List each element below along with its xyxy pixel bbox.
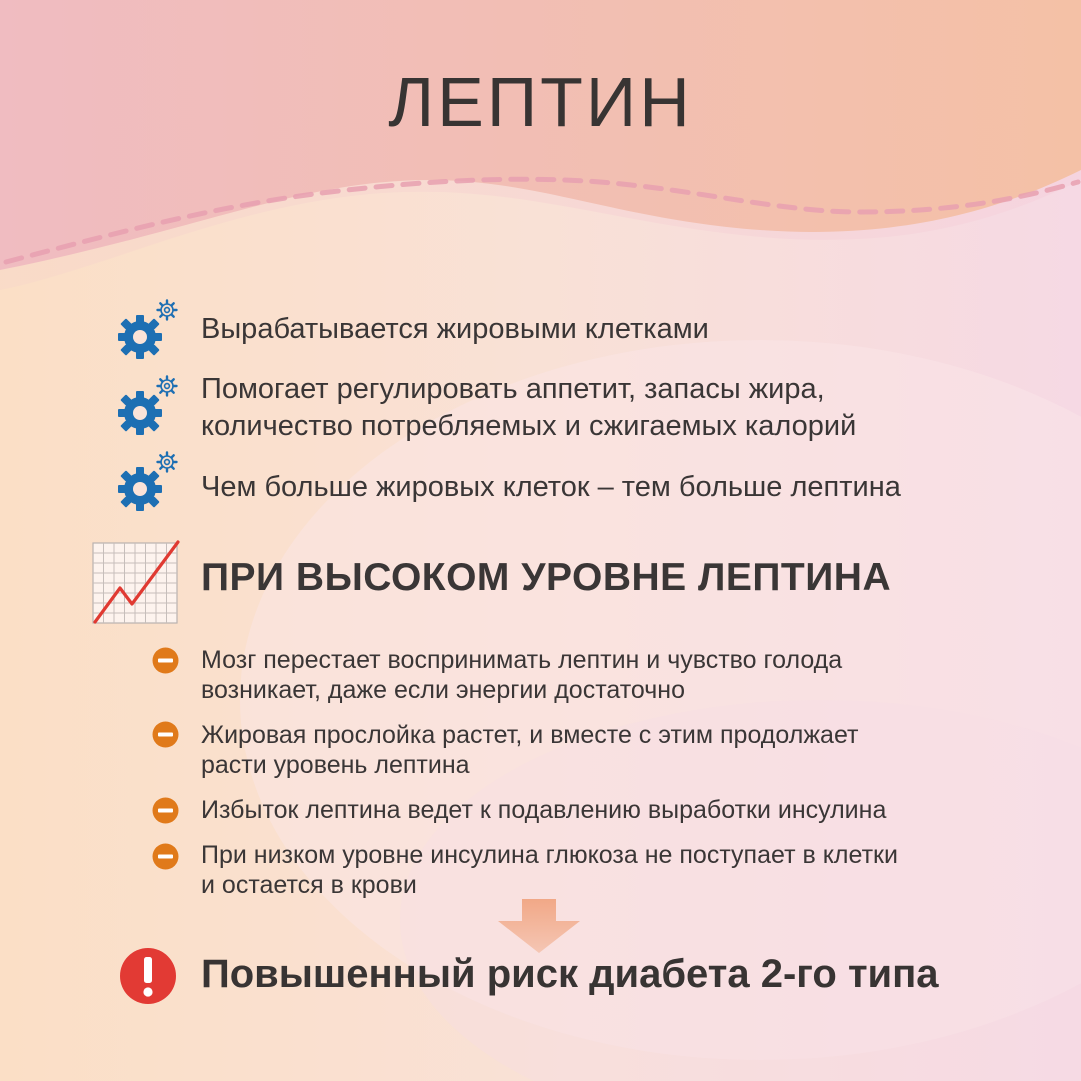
growth-chart-icon — [90, 538, 182, 628]
list-item-line: Жировая прослойка растет, и вместе с этим продолжает — [201, 721, 859, 749]
section-title: ПРИ ВЫСОКОМ УРОВНЕ ЛЕПТИНА — [201, 556, 892, 599]
minus-icon — [152, 797, 179, 824]
down-arrow-icon — [496, 897, 582, 955]
bullet-text — [201, 371, 856, 445]
bullet-line: Чем больше жировых клеток – тем больше лептина — [201, 471, 901, 503]
bullet-text — [201, 469, 901, 506]
list-item-line: Мозг перестает воспринимать лептин и чувство голода — [201, 646, 843, 674]
gears-icon — [112, 373, 182, 443]
list-item — [201, 840, 1021, 900]
list-item — [201, 645, 1021, 705]
minus-icon — [152, 843, 179, 870]
bullet-line: Вырабатывается жировыми клетками — [201, 313, 709, 345]
list-item — [201, 720, 1021, 780]
exclamation-icon — [119, 947, 177, 1005]
bullet-line: Помогает регулировать аппетит, запасы жира, — [201, 373, 825, 405]
list-item-line: расти уровень лептина — [201, 751, 470, 779]
list-item-line: и остается в крови — [201, 871, 417, 899]
page-title: ЛЕПТИН — [388, 63, 693, 141]
list-item-line: При низком уровне инсулина глюкоза не поступает в клетки — [201, 841, 898, 869]
gears-icon — [112, 297, 182, 367]
minus-icon — [152, 647, 179, 674]
bullet-line: количество потребляемых и сжигаемых калорий — [201, 410, 857, 442]
list-item-line: возникает, даже если энергии достаточно — [201, 676, 685, 704]
conclusion-text: Повышенный риск диабета 2-го типа — [201, 952, 939, 996]
list-item — [201, 795, 1021, 825]
gears-icon — [112, 449, 182, 519]
minus-icon — [152, 721, 179, 748]
list-item-line: Избыток лептина ведет к подавлению выработки инсулина — [201, 796, 887, 824]
bullet-text — [201, 311, 709, 348]
